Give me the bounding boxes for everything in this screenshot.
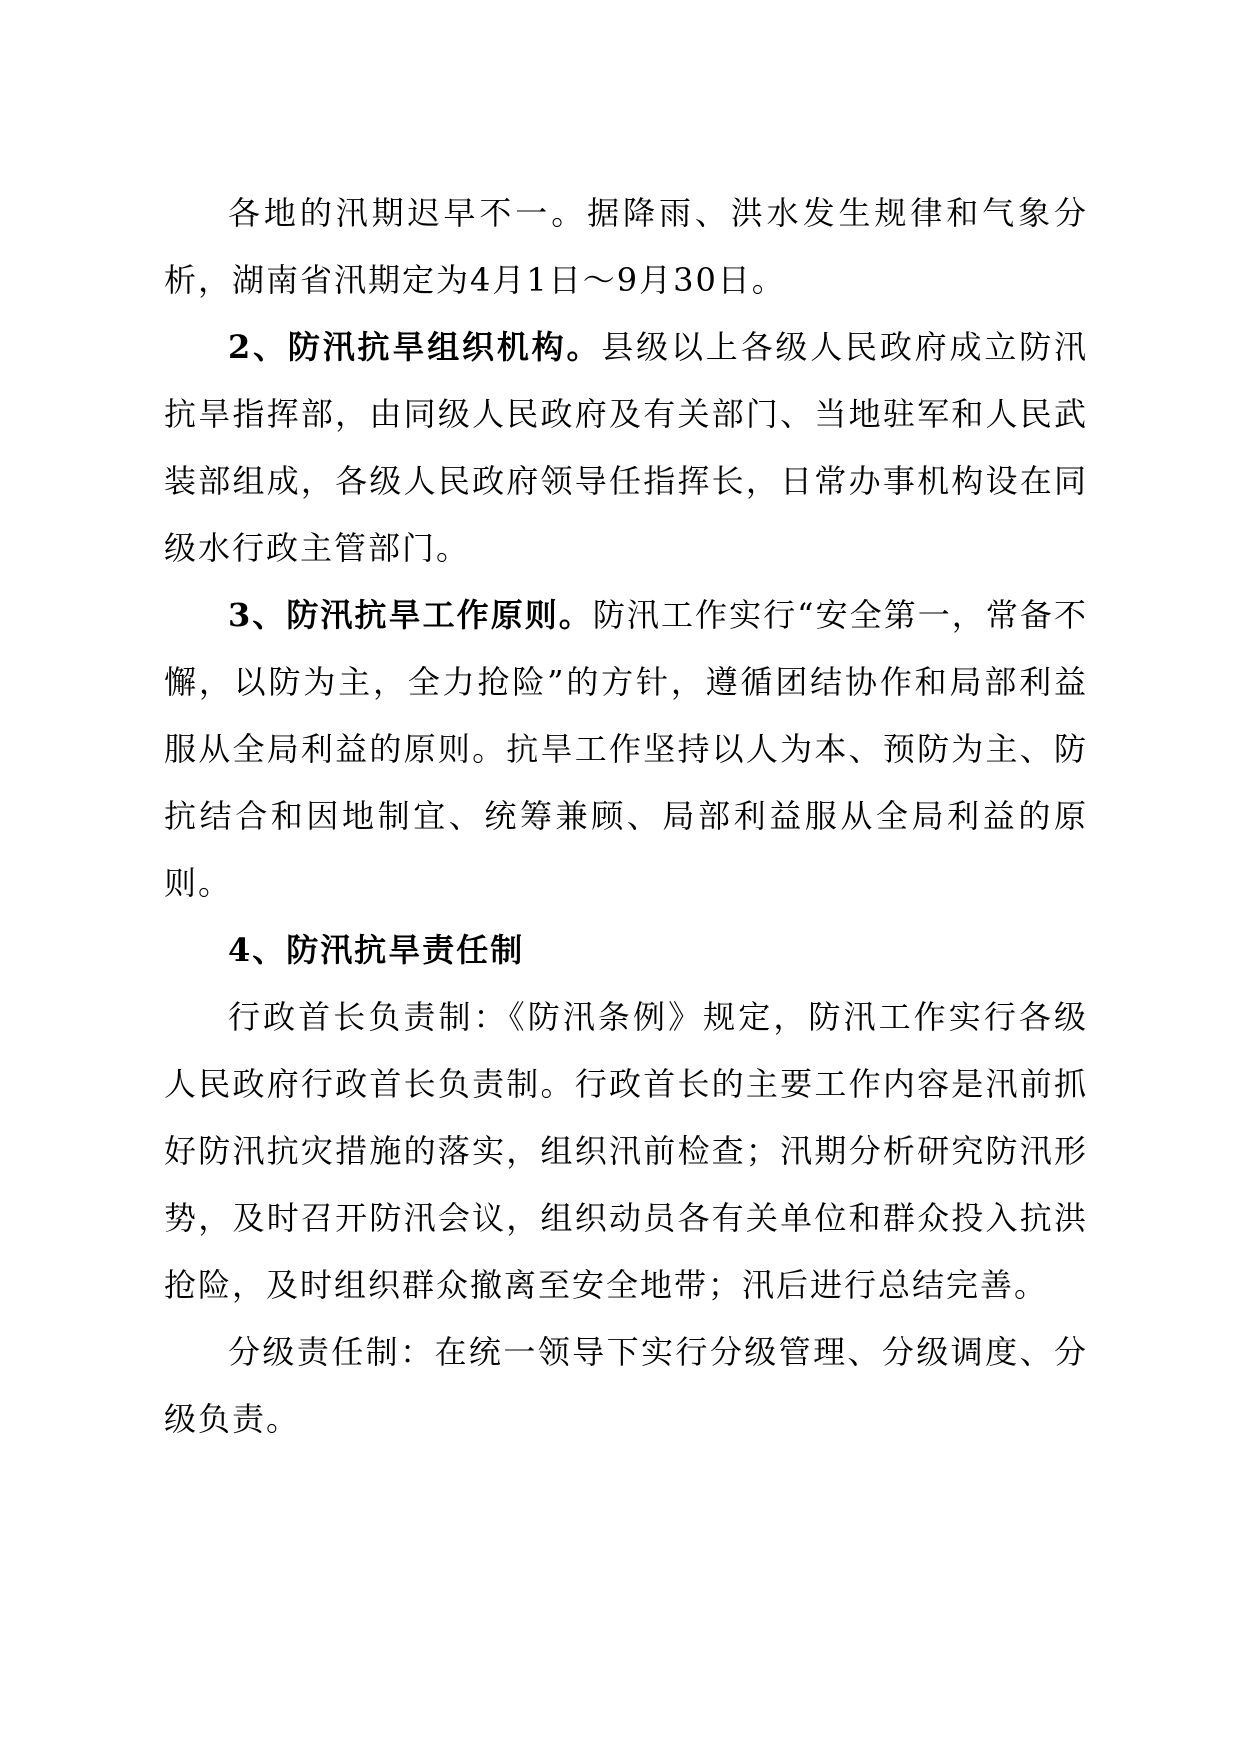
paragraph-graded-responsibility: [164, 1319, 1088, 1453]
paragraph-text: 县级以上各级人民政府成立防汛抗旱指挥部，由同级人民政府及有关部门、当地驻军和人民武装部组成，各级人民政府领导任指挥长，日常办事机构设在同级水行政主管部门。: [164, 328, 1088, 567]
document-body: [164, 180, 1088, 1453]
paragraph-text: 防汛工作实行“安全第一，常备不懈，以防为主，全力抢险”的方针，遵循团结协作和局部利益服从全局利益的原则。抗旱工作坚持以人为本、预防为主、防抗结合和因地制宜、统筹兼顾、局部利益服从全局利益的原则。: [164, 596, 1088, 902]
paragraph-responsibility-heading: [164, 917, 1088, 984]
paragraph-executive-responsibility: [164, 984, 1088, 1319]
paragraph-text: 分级责任制：在统一领导下实行分级管理、分级调度、分级负责。: [164, 1333, 1088, 1438]
section-heading-principles: 3、防汛抗旱工作原则。: [228, 596, 593, 634]
paragraph-text: 行政首长负责制：《防汛条例》规定，防汛工作实行各级人民政府行政首长负责制。行政首长的主要工作内容是汛前抓好防汛抗灾措施的落实，组织汛前检查；汛期分析研究防汛形势，及时召开防汛会议，组织动员各有关单位和群众投入抗洪抢险，及时组织群众撤离至安全地带；汛后进行总结完善。: [164, 998, 1088, 1304]
section-heading-organization: 2、防汛抗旱组织机构。: [228, 328, 602, 366]
paragraph-text: 各地的汛期迟早不一。据降雨、洪水发生规律和气象分析，湖南省汛期定为4月1日～9月30日。: [164, 194, 1088, 299]
paragraph-flood-season: [164, 180, 1088, 314]
paragraph-principles: [164, 582, 1088, 917]
section-heading-responsibility: 4、防汛抗旱责任制: [228, 931, 525, 969]
paragraph-organization: [164, 314, 1088, 582]
